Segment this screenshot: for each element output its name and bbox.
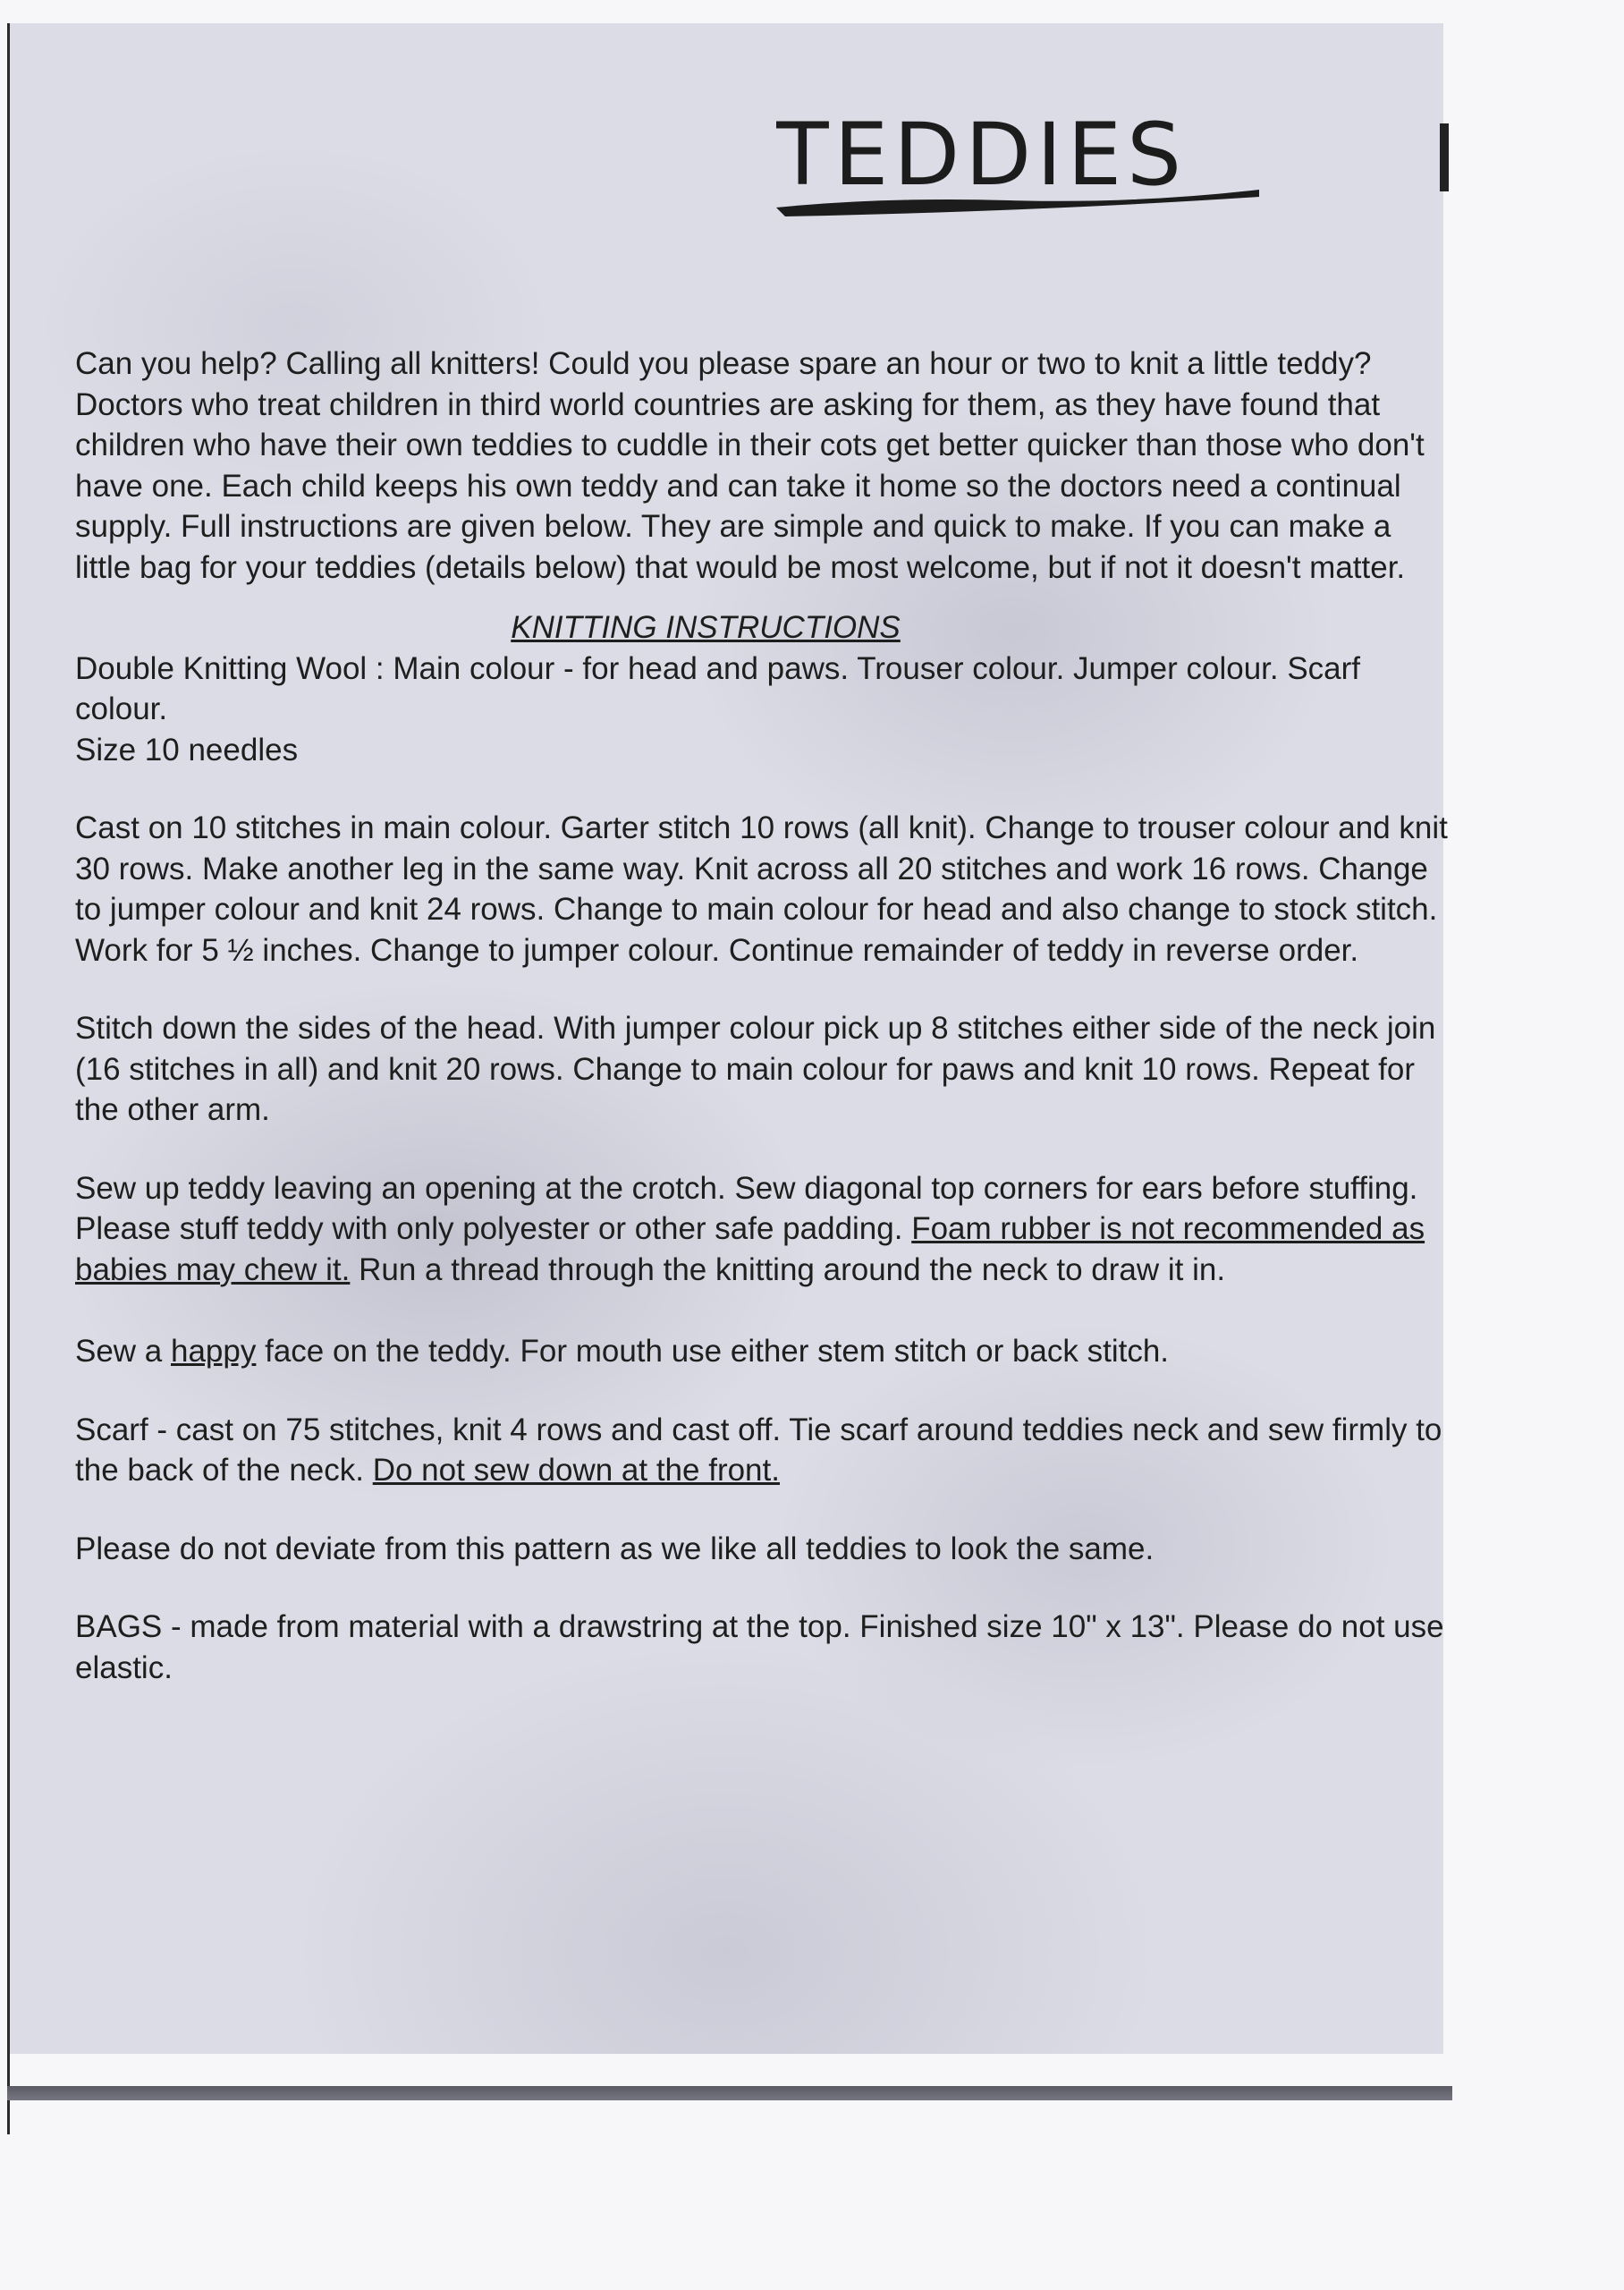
scarf-warning: Do not sew down at the front. (372, 1453, 780, 1488)
intro-paragraph: Can you help? Calling all knitters! Could you please spare an hour or two to knit a little teddy? Doctors who treat children in third world countries are asking for them, as they have found that children who have their own teddies to cuddle in their cots get better quicker than those who don't have one. Each child keeps his own teddy and can take it home so the doctors need a continual supply. Full instructions are given below. They are simple and quick to make. If you can make a little bag for your teddies (details below) that would be most welcome, but if not it doesn't matter. (75, 346, 1425, 585)
sewing-text-2: Run a thread through the knitting around the neck to draw it in. (350, 1251, 1226, 1287)
deviate-paragraph: Please do not deviate from this pattern as we like all teddies to look the same. (75, 1531, 1155, 1566)
document-body (75, 344, 1452, 1688)
sewing-text-1: Sew up teddy leaving an opening at the crotch. Sew diagonal top corners for ears before stuffing. Please stuff teddy with only polyester or other safe padding. (75, 1170, 1418, 1246)
materials-line: Double Knitting Wool : Main colour - for head and paws. Trouser colour. Jumper colour. Scarf colour. (75, 650, 1361, 726)
title-svg (776, 102, 1277, 227)
scarf-text-1: Scarf - cast on 75 stitches, knit 4 rows and cast off. Tie scarf around teddies neck and sew firmly to the back of the neck. (75, 1412, 1442, 1488)
page-bottom-rule (7, 2086, 1452, 2100)
page-left-edge (7, 23, 10, 2134)
section-heading: KNITTING INSTRUCTIONS (511, 610, 901, 645)
title-block (776, 102, 1277, 227)
arms-instructions-paragraph: Stitch down the sides of the head. With jumper colour pick up 8 stitches either side of the neck join (16 stitches in all) and knit 20 rows. Change to main colour for paws and knit 10 rows. Repeat for the other arm. (75, 1011, 1436, 1127)
scarf-instructions-paragraph (75, 1410, 1452, 1491)
edge-mark (1440, 123, 1449, 191)
face-text-2: face on the teddy. For mouth use either stem stitch or back stitch. (256, 1334, 1170, 1369)
face-instructions-paragraph (75, 1331, 1452, 1372)
bags-paragraph: BAGS - made from material with a drawstring at the top. Finished size 10" x 13". Please do not use elastic. (75, 1609, 1444, 1685)
sewing-instructions-paragraph (75, 1168, 1452, 1291)
needles-line: Size 10 needles (75, 732, 299, 768)
face-text-1: Sew a (75, 1334, 171, 1369)
sewing-warning: Foam rubber is not recommended as babies may chew it. (75, 1211, 1425, 1287)
scanned-page (7, 23, 1448, 2054)
page-title: TEDDIES (776, 105, 1188, 205)
face-emphasis: happy (171, 1334, 257, 1369)
body-instructions-paragraph: Cast on 10 stitches in main colour. Garter stitch 10 rows (all knit). Change to trouser colour and knit 30 rows. Make another leg in the same way. Knit across all 20 stitches and work 16 rows. Change to jumper colour and knit 24 rows. Change to main colour for head and also change to stock stitch. Work for 5 ½ inches. Change to jumper colour. Continue remainder of teddy in reverse order. (75, 810, 1448, 968)
